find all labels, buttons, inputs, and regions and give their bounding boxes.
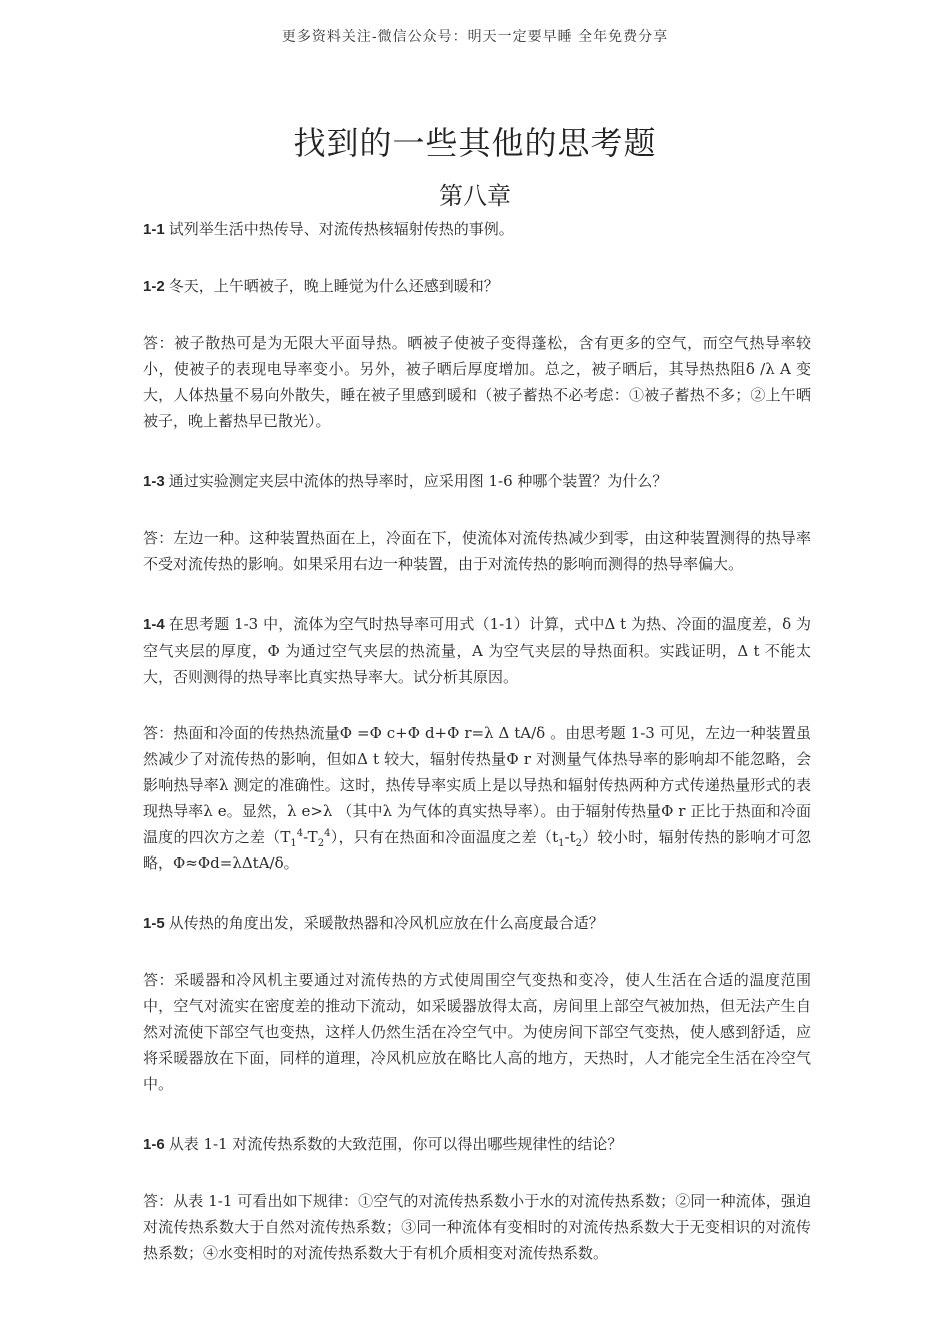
answer-1-6: 答：从表 1-1 可看出如下规律：①空气的对流传热系数小于水的对流传热系数；②同一种流体，强迫对流传热系数大于自然对流传热系数；③同一种流体有变相时的对流传热系数大于无变相识的对流传热系数；④水变相时的对流传热系数大于有机介质相变对流传热系数。 bbox=[143, 1192, 811, 1262]
page-header: 更多资料关注-微信公众号：明天一定要早睡 全年免费分享 bbox=[281, 29, 669, 45]
question-number: 1-2 bbox=[143, 278, 165, 295]
question-1-4 bbox=[143, 611, 811, 690]
question-number: 1-4 bbox=[143, 616, 165, 633]
formula-temperature-gap: $t_1-t_2$ bbox=[552, 828, 583, 849]
question-number: 1-5 bbox=[143, 915, 165, 932]
answer-text-part: ）较小时，辐射传热的影响才可忽略，Φ≈Φd=λΔtA/δ。 bbox=[143, 828, 811, 872]
question-text: 通过实验测定夹层中流体的热导率时，应采用图 1-6 种哪个装置？为什么？ bbox=[168, 472, 668, 490]
question-1-5 bbox=[143, 910, 811, 937]
answer-text-part: ），只有在热面和冷面温度之差（ bbox=[330, 828, 553, 846]
answer-1-3: 答：左边一种。这种装置热面在上，冷面在下，使流体对流传热减少到零，由这种装置测得的热导率不受对流传热的影响。如果采用右边一种装置，由于对流传热的影响而测得的热导率偏大。 bbox=[143, 529, 811, 573]
answer-text-part: 答：热面和冷面的传热热流量Φ =Φ c+Φ d+Φ r=λ Δ tA/δ 。由思考题 1-3 可见，左边一种装置虽然减少了对流传热的影响，但如Δ t 较大，辐射传热量Φ r 对测量气体热导率的影响却不能忽略，会影响热导率λ 测定的准确性。这时，热传导率实质上是以导热和辐射传热两种方式传递热量形式的表现热导率λ e。显然，λ e>λ （其中λ 为气体的真实热导率）。由于辐射传热量Φ r 正比于热面和冷面温度的四次方之差（ bbox=[143, 724, 811, 846]
document-title: 找到的一些其他的思考题 bbox=[293, 124, 657, 162]
answer-1-5: 答：采暖器和冷风机主要通过对流传热的方式使周围空气变热和变冷，使人生活在合适的温度范围中，空气对流实在密度差的推动下流动，如采暖器放得太高，房间里上部空气被加热，但无法产生自然对流使下部空气也变热，这样人仍然生活在冷空气中。为使房间下部空气变热，使人感到舒适，应将采暖器放在下面，同样的道理，冷风机应放在略比人高的地方，天热时，人才能完全生活在冷空气中。 bbox=[143, 971, 811, 1093]
question-number: 1-3 bbox=[143, 473, 165, 490]
question-1-1 bbox=[143, 216, 811, 243]
question-1-2 bbox=[143, 273, 811, 300]
question-1-6 bbox=[143, 1131, 811, 1158]
question-text: 从传热的角度出发，采暖散热器和冷风机应放在什么高度最合适？ bbox=[168, 914, 604, 932]
question-text: 从表 1-1 对流传热系数的大致范围，你可以得出哪些规律性的结论？ bbox=[168, 1135, 623, 1153]
question-text: 试列举生活中热传导、对流传热核辐射传热的事例。 bbox=[168, 220, 514, 238]
formula-temperature-difference: $T_1^4-T_2^4$ bbox=[280, 828, 331, 849]
answer-1-4 bbox=[143, 720, 811, 876]
question-1-3 bbox=[143, 468, 811, 495]
chapter-heading: 第八章 bbox=[439, 182, 511, 210]
question-text: 冬天，上午晒被子，晚上睡觉为什么还感到暖和？ bbox=[168, 277, 499, 295]
question-number: 1-6 bbox=[143, 1136, 165, 1153]
question-number: 1-1 bbox=[143, 221, 165, 238]
question-list bbox=[143, 216, 811, 1300]
question-text: 在思考题 1-3 中，流体为空气时热导率可用式（1-1）计算，式中Δ t 为热、冷面的温度差，δ 为空气夹层的厚度，Φ 为通过空气夹层的热流量，A 为空气夹层的导热面积。实践证明，Δ t 不能太大，否则测得的热导率比真实热导率大。试分析其原因。 bbox=[143, 615, 811, 686]
answer-1-2: 答：被子散热可是为无限大平面导热。晒被子使被子变得蓬松，含有更多的空气，而空气热导率较小，使被子的表现电导率变小。另外，被子晒后厚度增加。总之，被子晒后，其导热热阻δ /λ A 变大，人体热量不易向外散失，睡在被子里感到暖和（被子蓄热不必考虑：①被子蓄热不多；②上午晒被子，晚上蓄热早已散光）。 bbox=[143, 334, 811, 430]
